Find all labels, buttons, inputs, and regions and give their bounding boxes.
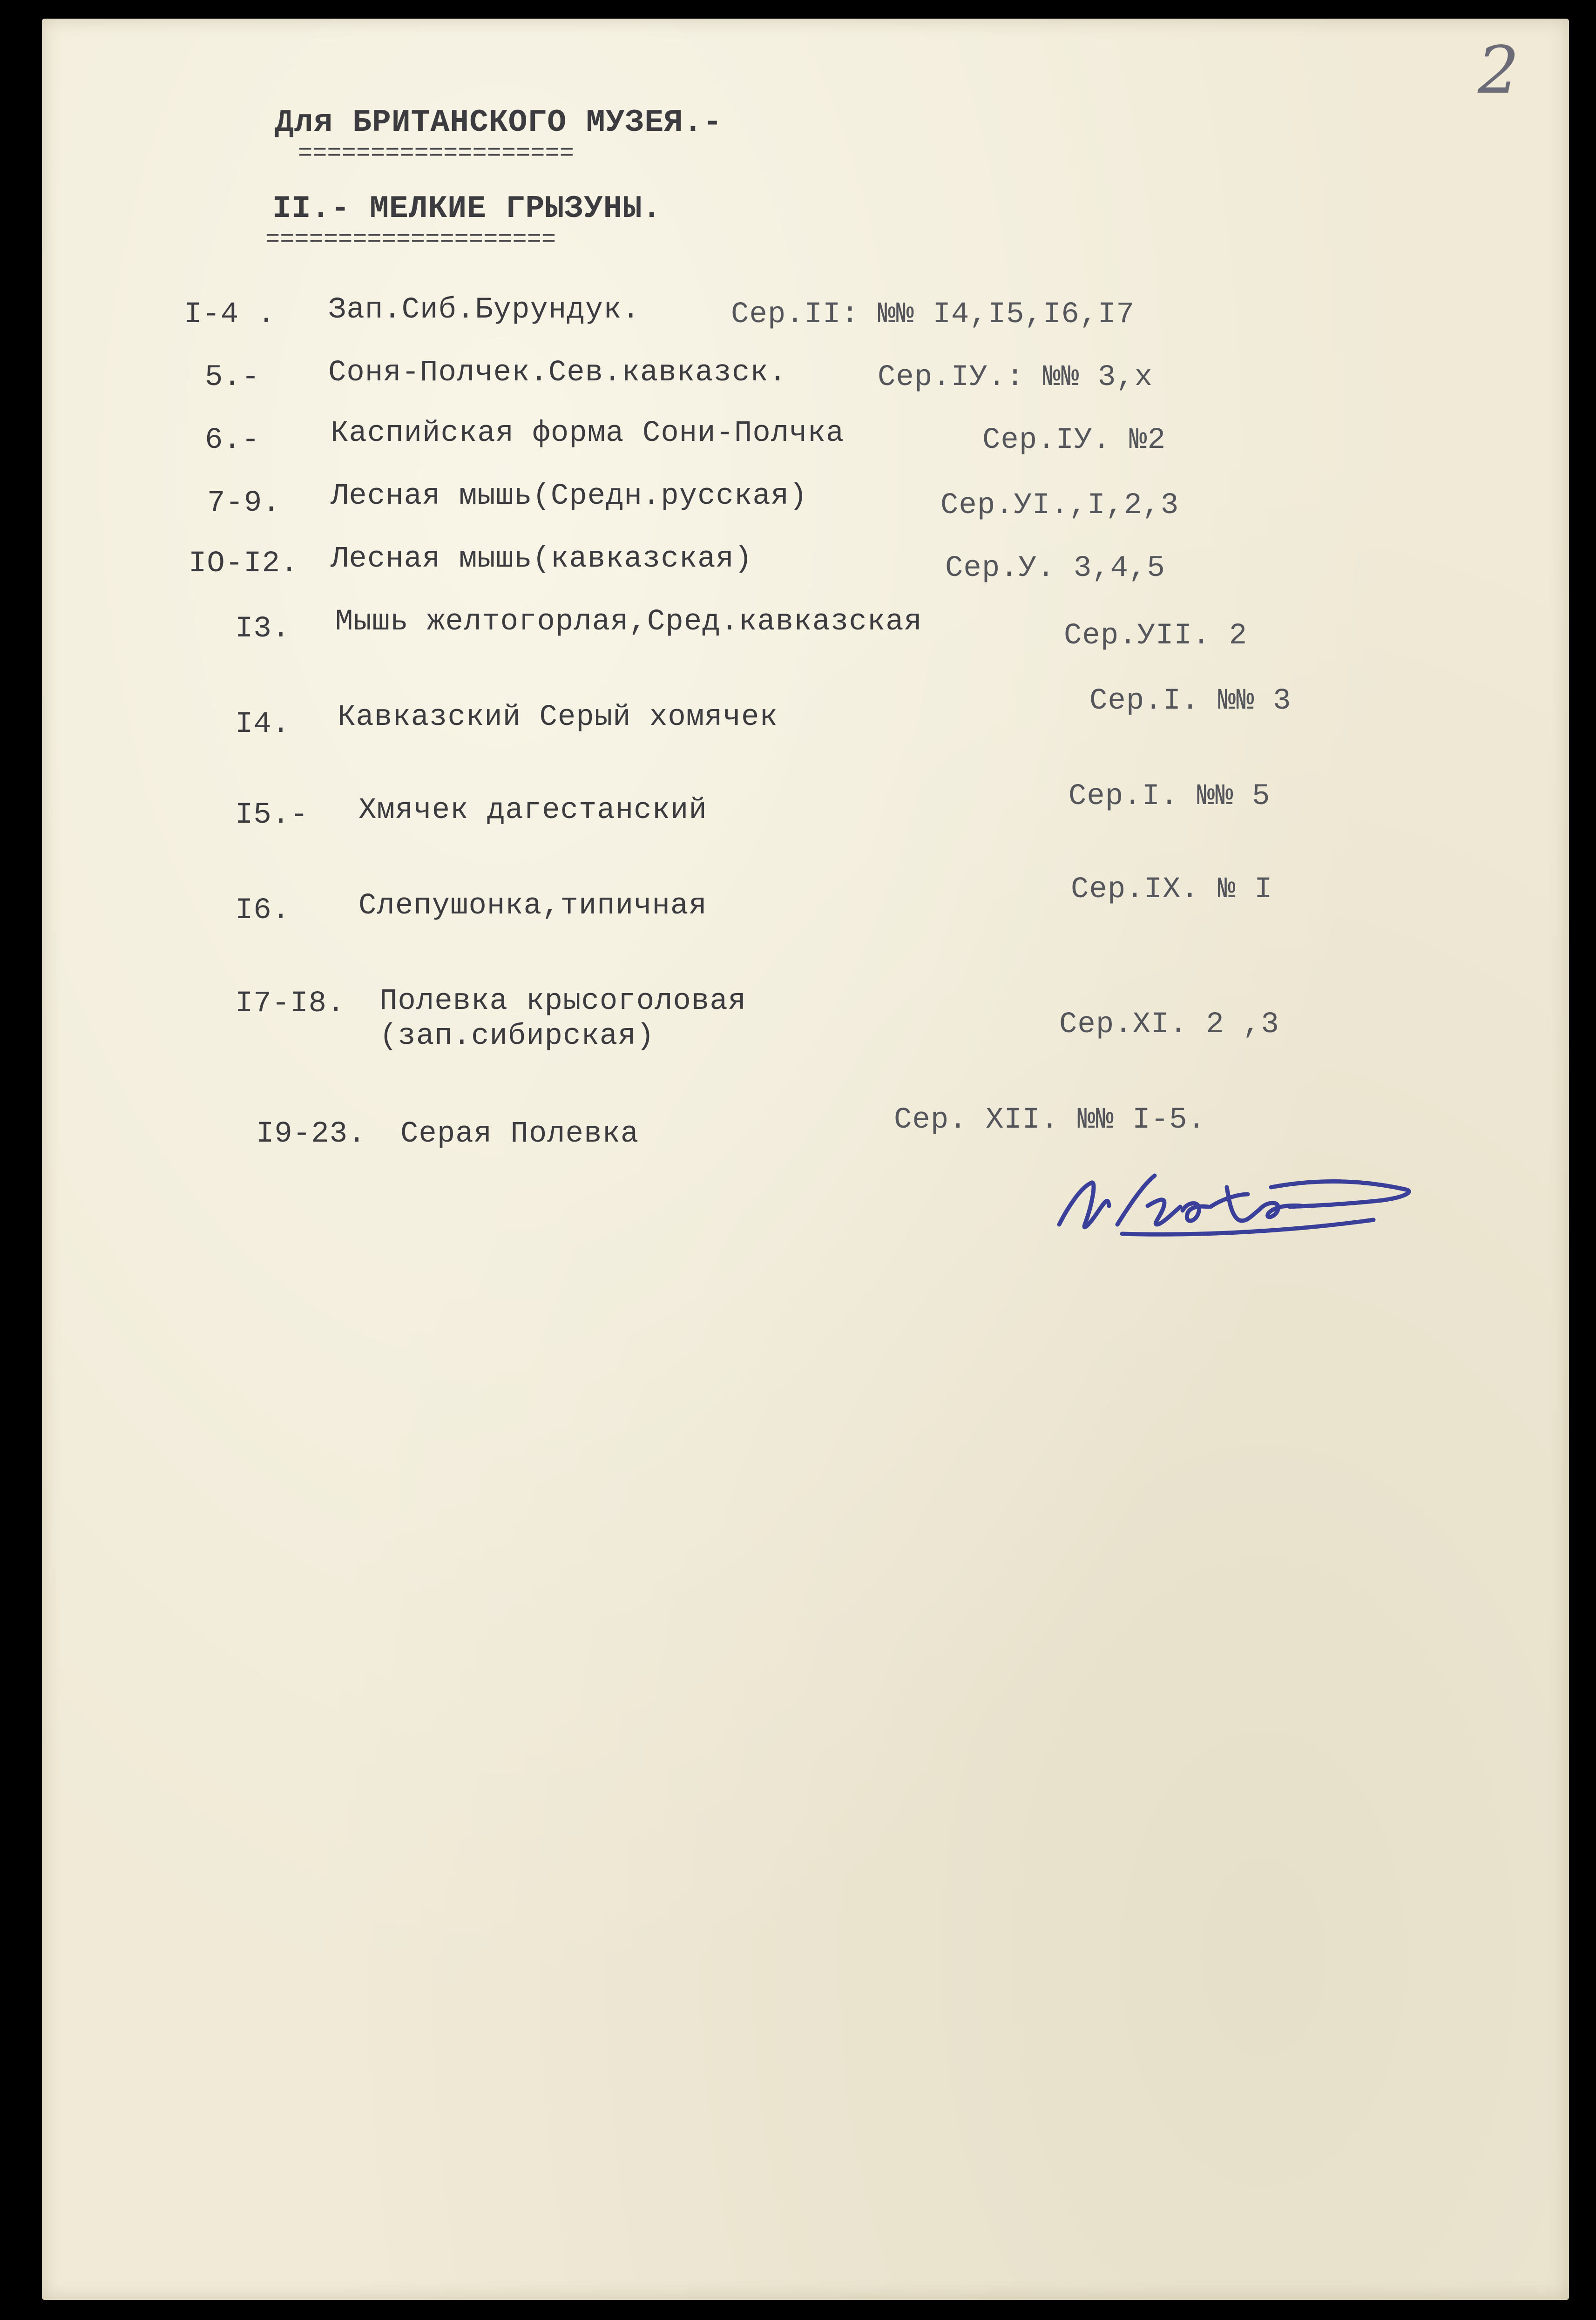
- item-number: IO-I2.: [189, 547, 299, 581]
- item-number: I-4 .: [184, 298, 276, 331]
- item-number: I4.: [235, 708, 291, 741]
- item-number: I5.-: [235, 798, 309, 832]
- item-species: Серая Полевка: [400, 1117, 639, 1151]
- item-number: I6.: [235, 894, 291, 927]
- item-number: I3.: [235, 612, 291, 646]
- item-number: 6.-: [205, 424, 260, 457]
- item-species: Мышь желтогорлая,Сред.кавказская: [335, 605, 922, 639]
- section-underline: ====================: [265, 226, 556, 253]
- item-series: Сер.I. №№ 3: [1089, 684, 1292, 718]
- title-underline: ===================: [298, 140, 574, 167]
- item-number: 7-9.: [207, 487, 281, 520]
- item-species: Зап.Сиб.Бурундук.: [328, 293, 640, 327]
- item-species: Лесная мышь(Средн.русская): [331, 480, 808, 513]
- item-species: Каспийская форма Сони-Полчка: [331, 417, 845, 450]
- folio-number: 2: [1477, 33, 1519, 108]
- item-species: Соня-Полчек.Сев.кавказск.: [328, 356, 787, 390]
- document-title: Для БРИТАНСКОГО МУЗЕЯ.-: [275, 105, 723, 141]
- item-series: Сер.I. №№ 5: [1069, 780, 1271, 813]
- item-series: Сер.УI.,I,2,3: [940, 489, 1179, 522]
- item-series: Сер.IУ. №2: [982, 424, 1166, 457]
- item-series: Сер.IУ.: №№ 3,x: [878, 361, 1153, 394]
- item-species: Полевка крысоголовая: [379, 985, 747, 1018]
- item-species: Лесная мышь(кавказская): [331, 542, 753, 576]
- item-species-subline: (зап.сибирская): [379, 1020, 655, 1053]
- handwritten-signature: [1048, 1155, 1429, 1262]
- item-number: I7-I8.: [235, 987, 345, 1021]
- item-species: Слепушонка,типичная: [358, 889, 707, 923]
- section-heading: II.- МЕЛКИЕ ГРЫЗУНЫ.: [272, 191, 662, 227]
- item-series: Сер.II: №№ I4,I5,I6,I7: [731, 298, 1135, 331]
- item-number: I9-23.: [256, 1117, 366, 1151]
- item-number: 5.-: [205, 361, 260, 394]
- item-species: Хмячек дагестанский: [358, 794, 707, 827]
- item-series: Сер.УII. 2: [1064, 619, 1248, 653]
- item-species: Кавказский Серый хомячек: [338, 701, 778, 734]
- item-series: Сер.У. 3,4,5: [945, 552, 1165, 585]
- item-series: Сер. XII. №№ I-5.: [894, 1103, 1206, 1137]
- item-series: Сер.XI. 2 ,3: [1059, 1008, 1279, 1042]
- item-series: Сер.IX. № I: [1071, 873, 1273, 906]
